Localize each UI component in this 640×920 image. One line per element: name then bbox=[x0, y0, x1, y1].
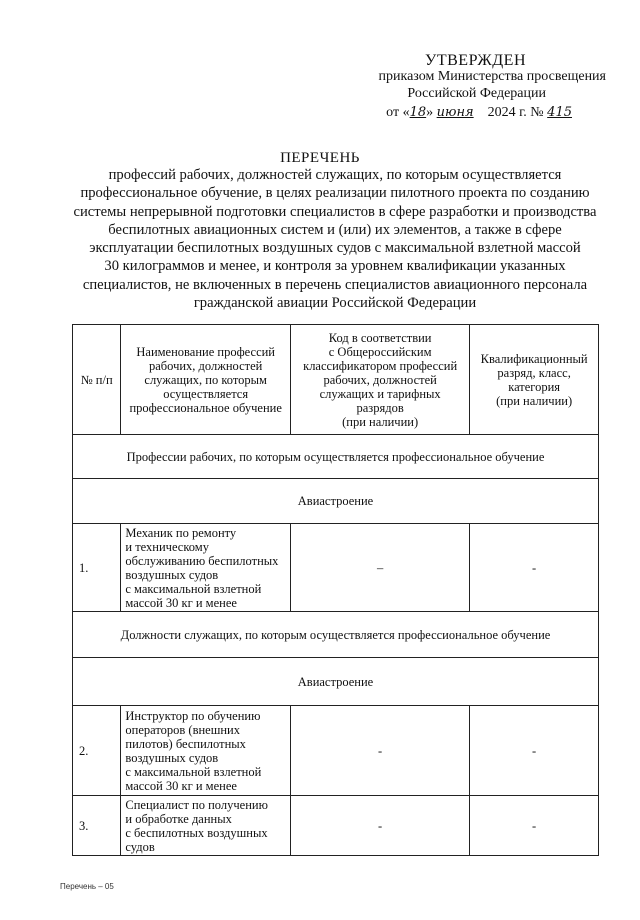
row-profession-name bbox=[121, 706, 291, 796]
row-profession-name bbox=[121, 796, 291, 856]
header-name-line: профессиональное обучение bbox=[129, 400, 282, 415]
row-qualification: - bbox=[470, 524, 599, 612]
header-code bbox=[291, 325, 470, 435]
approval-line-2: Российской Федерации bbox=[407, 86, 546, 101]
header-name-line: служащих, по которым bbox=[144, 372, 267, 387]
order-number: 415 bbox=[547, 105, 572, 120]
row-number: 3. bbox=[73, 796, 121, 856]
row-qualification: - bbox=[470, 796, 599, 856]
subsection-title-aviation: Авиастроение bbox=[73, 658, 599, 706]
profession-name-line: с беспилотных воздушных bbox=[125, 825, 268, 840]
header-name-line: Наименование профессий bbox=[136, 344, 275, 359]
date-day: 18 bbox=[409, 105, 427, 120]
header-name-line: осуществляется bbox=[163, 386, 249, 401]
header-name-line: рабочих, должностей bbox=[148, 358, 263, 373]
intro-line: беспилотных авиационных систем и (или) их элементов, а также в сфере bbox=[108, 221, 562, 238]
document-heading: ПЕРЕЧЕНЬ bbox=[280, 150, 360, 166]
intro-line: профессиональное обучение, в целях реализации пилотного проекта по созданию bbox=[80, 185, 590, 202]
row-code: - bbox=[291, 796, 470, 856]
profession-name-line: с максимальной взлетной bbox=[125, 764, 262, 779]
profession-name-line: Инструктор по обучению bbox=[125, 708, 261, 723]
intro-line: профессий рабочих, должностей служащих, по которым осуществляется bbox=[108, 167, 562, 183]
profession-name-line: Механик по ремонту bbox=[125, 525, 237, 540]
row-profession-name bbox=[121, 524, 291, 612]
header-qual-line: разряд, класс, bbox=[497, 365, 571, 380]
approval-title: УТВЕРЖДЕН bbox=[425, 52, 526, 69]
approval-line-1: приказом Министерства просвещения bbox=[378, 69, 606, 84]
section-row-employees bbox=[73, 612, 599, 658]
table-row bbox=[73, 524, 599, 612]
date-month: июня bbox=[436, 105, 474, 120]
subsection-row-1 bbox=[73, 479, 599, 524]
header-num: № п/п bbox=[73, 325, 121, 435]
date-year: 2024 г. № bbox=[487, 105, 544, 120]
row-qualification: - bbox=[470, 706, 599, 796]
header-code-line: с Общероссийским bbox=[328, 344, 432, 359]
profession-name-line: и обработке данных bbox=[125, 811, 232, 826]
row-code: - bbox=[291, 706, 470, 796]
table-row bbox=[73, 706, 599, 796]
profession-name-line: массой 30 кг и менее bbox=[125, 595, 237, 610]
header-name bbox=[121, 325, 291, 435]
intro-text bbox=[60, 166, 610, 312]
intro-line: 30 килограммов и менее, и контроля за уровнем квалификации указанных bbox=[104, 258, 566, 275]
page-footer: Перечень – 05 bbox=[60, 882, 114, 891]
profession-name-line: и техническому bbox=[125, 539, 209, 554]
header-qual-line: Квалификационный bbox=[480, 351, 588, 366]
section-title-workers: Профессии рабочих, по которым осуществляется профессиональное обучение bbox=[73, 435, 599, 479]
profession-name-line: судов bbox=[125, 839, 155, 854]
profession-name-line: операторов (внешних bbox=[125, 722, 240, 737]
header-code-line: классификатором профессий bbox=[303, 358, 458, 373]
header-code-line: (при наличии) bbox=[342, 414, 419, 429]
section-row-workers bbox=[73, 435, 599, 479]
row-code: – bbox=[291, 524, 470, 612]
profession-name-line: пилотов) беспилотных bbox=[125, 736, 246, 751]
table-header-row bbox=[73, 325, 599, 435]
profession-name-line: воздушных судов bbox=[125, 750, 219, 765]
profession-name-line: с максимальной взлетной bbox=[125, 581, 262, 596]
profession-name-line: массой 30 кг и менее bbox=[125, 778, 237, 793]
approval-date-line bbox=[386, 105, 572, 121]
subsection-title-aviation: Авиастроение bbox=[73, 479, 599, 524]
intro-line: эксплуатации беспилотных воздушных судов с максимальной взлетной массой bbox=[89, 240, 581, 257]
table-row bbox=[73, 796, 599, 856]
professions-table bbox=[72, 324, 599, 856]
header-qual-line: (при наличии) bbox=[496, 393, 573, 408]
header-code-line: служащих и тарифных bbox=[319, 386, 441, 401]
profession-name-line: Специалист по получению bbox=[125, 797, 268, 812]
header-code-line: рабочих, должностей bbox=[323, 372, 437, 387]
header-code-line: Код в соответствии bbox=[328, 330, 432, 345]
date-prefix: от « bbox=[386, 105, 410, 120]
intro-line: специалистов, не включенных в перечень специалистов авиационного персонала bbox=[82, 276, 588, 293]
subsection-row-2 bbox=[73, 658, 599, 706]
section-title-employees: Должности служащих, по которым осуществляется профессиональное обучение bbox=[73, 612, 599, 658]
header-code-line: разрядов bbox=[356, 400, 404, 415]
intro-line: гражданской авиации Российской Федерации bbox=[193, 295, 477, 312]
header-qual-line: категория bbox=[508, 379, 561, 394]
intro-line: системы непрерывной подготовки специалистов в сфере разработки и производства bbox=[73, 203, 597, 220]
header-qualification bbox=[470, 325, 599, 435]
profession-name-line: обслуживанию беспилотных bbox=[125, 553, 279, 568]
date-sep: » bbox=[426, 105, 434, 120]
row-number: 1. bbox=[73, 524, 121, 612]
profession-name-line: воздушных судов bbox=[125, 567, 219, 582]
row-number: 2. bbox=[73, 706, 121, 796]
